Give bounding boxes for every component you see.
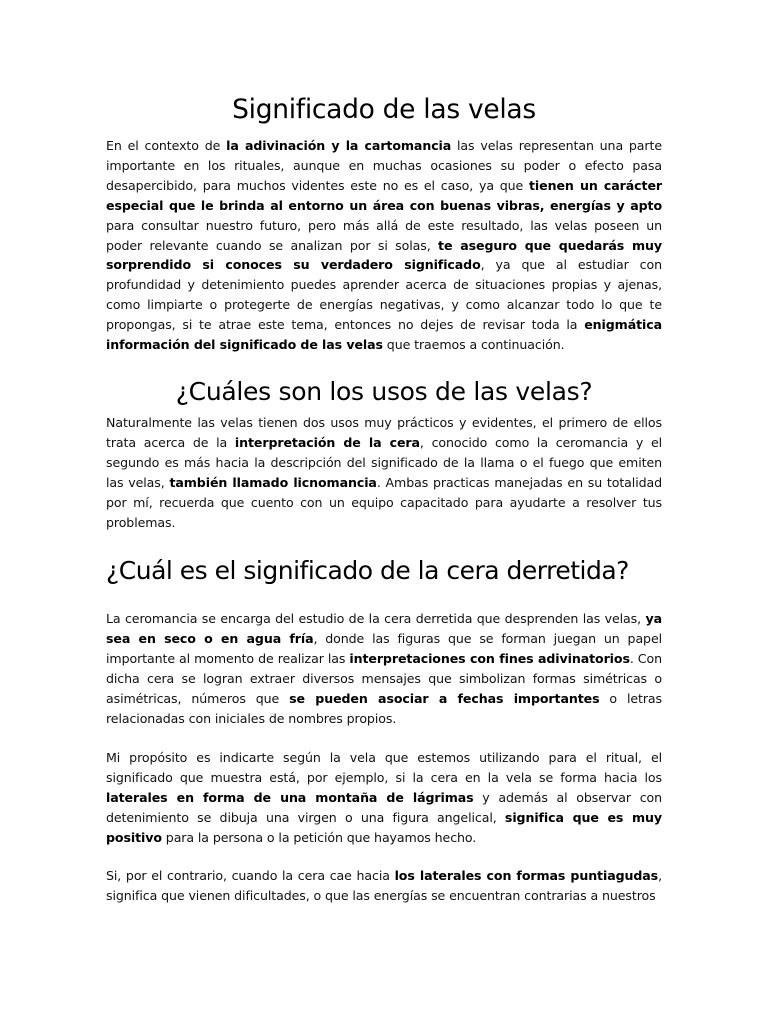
- text-run: o letras relacionadas con iniciales de nombres propios.: [106, 690, 662, 726]
- bold-text: tienen un carácter especial que le brinda al entorno un área con buenas vibras, energías y apto: [106, 177, 662, 213]
- page-title: Significado de las velas: [232, 94, 536, 125]
- bold-text: enigmática información del significado de las velas: [106, 317, 662, 353]
- usos-paragraph: [106, 413, 662, 532]
- bold-text: te aseguro que quedarás muy sorprendido si conoces su verdadero significado: [106, 237, 662, 273]
- section-heading-usos: ¿Cuáles son los usos de las velas?: [175, 377, 593, 406]
- text-run: , ya que al estudiar con profundidad y detenimiento puedes aprender acerca de situaciones propias y ajenas, como limpiarte o protegerte de energías negativas, y como alcanzar todo lo que te propongas, si te atrae este tema, entonces no dejes de revisar toda la: [106, 257, 662, 333]
- text-run: , donde las figuras que se forman juegan un papel importante al momento de realizar las: [106, 630, 663, 666]
- cera-paragraph-2: [106, 748, 662, 848]
- text-run: Si, por el contrario, cuando la cera cae hacia: [106, 868, 395, 883]
- cera-paragraph-3: [106, 866, 662, 906]
- bold-text: también llamado licnomancia: [169, 474, 377, 490]
- text-run: La ceromancia se encarga del estudio de la cera derretida que desprenden las velas,: [106, 611, 646, 626]
- section-heading-cera: ¿Cuál es el significado de la cera derretida?: [106, 556, 629, 585]
- intro-paragraph: [106, 136, 662, 355]
- text-run: y además al observar con detenimiento se dibuja una virgen o una figura angelical,: [106, 789, 663, 825]
- bold-text: la adivinación y la cartomancia: [226, 138, 452, 153]
- text-run: . Ambas practicas manejadas en su totalidad por mí, recuerda que cuento con un equipo capacitado para ayudarte a resolver tus problemas.: [106, 474, 662, 530]
- text-run: Mi propósito es indicarte según la vela que estemos utilizando para el ritual, el significado que muestra está, por ejemplo, si la cera en la vela se forma hacia los: [106, 750, 662, 785]
- text-run: que traemos a continuación.: [382, 337, 565, 353]
- text-run: las velas representan una parte importante en los rituales, aunque en muchas ocasiones su poder o efecto pasa desapercibido, para muchos videntes este no es el caso, ya que: [106, 138, 662, 193]
- bold-text: los laterales con formas puntiagudas: [394, 868, 659, 883]
- bold-text: interpretación de la cera: [234, 434, 420, 450]
- bold-text: se pueden asociar a fechas importantes: [289, 690, 600, 706]
- cera-paragraph-1: [106, 609, 662, 728]
- text-run: para consultar nuestro futuro, pero más allá de este resultado, las velas poseen un poder relevante cuando se analizan por si solas,: [106, 217, 662, 253]
- bold-text: laterales en forma de una montaña de lágrimas: [106, 789, 474, 805]
- text-run: para la persona o la petición que hayamos hecho.: [161, 829, 477, 845]
- text-run: Naturalmente las velas tienen dos usos muy prácticos y evidentes, el primero de ellos trata acerca de la: [106, 415, 662, 450]
- bold-text: interpretaciones con fines adivinatorios: [349, 650, 630, 666]
- bold-text: ya sea en seco o en agua fría: [106, 611, 662, 646]
- text-run: , conocido como la ceromancia y el segundo es más hacia la descripción del significado de la llama o el fuego que emiten las velas,: [106, 434, 662, 490]
- text-run: En el contexto de: [106, 138, 227, 153]
- text-run: . Con dicha cera se logran extraer diversos mensajes que simbolizan formas simétricas o asimétricas, números que: [106, 650, 662, 706]
- text-run: , significa que vienen dificultades, o que las energías se encuentran contrarias a nuestros: [106, 868, 662, 903]
- bold-text: significa que es muy positivo: [106, 809, 662, 845]
